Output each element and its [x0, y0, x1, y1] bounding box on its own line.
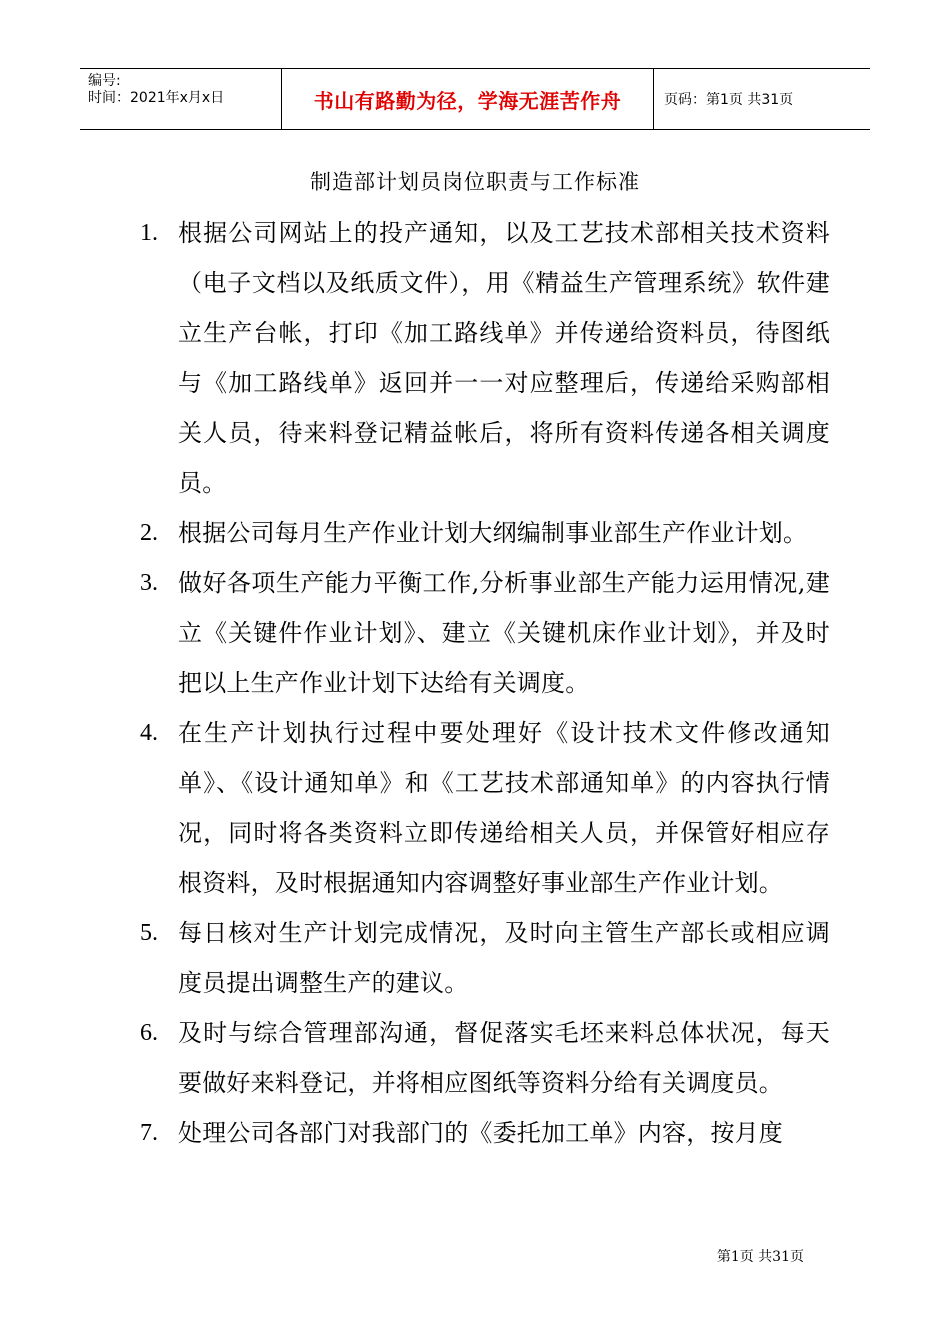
duty-list — [140, 208, 830, 1158]
page-code: 页码：第1页 共31页 — [664, 92, 794, 108]
number-label: 编号: — [88, 73, 121, 89]
duty-item — [140, 208, 830, 508]
duty-item — [140, 708, 830, 908]
item-text: 做好各项生产能力平衡工作,分析事业部生产能力运用情况,建立《关键件作业计划》、建立《关键机床作业计划》，并及时把以上生产作业计划下达给有关调度。 — [178, 569, 830, 697]
header-page-code-cell — [654, 69, 870, 129]
item-number: 4. — [140, 720, 158, 746]
item-text: 在生产计划执行过程中要处理好《设计技术文件修改通知单》、《设计通知单》和《工艺技术部通知单》的内容执行情况，同时将各类资料立即传递给相关人员，并保管好相应存根资料，及时根据通知内容调整好事业部生产作业计划。 — [178, 719, 830, 897]
item-number: 6. — [140, 1020, 158, 1046]
document-header — [80, 68, 870, 130]
page-footer: 第1页 共31页 — [716, 1249, 804, 1265]
time-label: 时间：2021年x月x日 — [88, 90, 225, 106]
item-text: 处理公司各部门对我部门的《委托加工单》内容，按月度 — [178, 1119, 783, 1147]
header-meta — [80, 69, 282, 129]
document-title: 制造部计划员岗位职责与工作标准 — [310, 170, 640, 194]
duty-item — [140, 1108, 830, 1158]
item-number: 3. — [140, 570, 158, 596]
item-text: 每日核对生产计划完成情况，及时向主管生产部长或相应调度员提出调整生产的建议。 — [178, 919, 830, 997]
item-text: 根据公司每月生产作业计划大纲编制事业部生产作业计划。 — [178, 519, 808, 547]
duty-item — [140, 508, 830, 558]
item-number: 7. — [140, 1120, 158, 1146]
item-text: 及时与综合管理部沟通，督促落实毛坯来料总体状况，每天要做好来料登记，并将相应图纸等资料分给有关调度员。 — [178, 1019, 830, 1097]
duty-item — [140, 1008, 830, 1108]
duty-item — [140, 558, 830, 708]
item-number: 2. — [140, 520, 158, 546]
motto-text: 书山有路勤为径，学海无涯苦作舟 — [313, 88, 622, 113]
header-motto-cell — [282, 69, 654, 129]
item-text: 根据公司网站上的投产通知，以及工艺技术部相关技术资料（电子文档以及纸质文件），用《精益生产管理系统》软件建立生产台帐，打印《加工路线单》并传递给资料员，待图纸与《加工路线单》返回并一一对应整理后，传递给采购部相关人员，待来料登记精益帐后，将所有资料传递各相关调度员。 — [178, 219, 830, 497]
item-number: 1. — [140, 220, 158, 246]
duty-item — [140, 908, 830, 1008]
item-number: 5. — [140, 920, 158, 946]
